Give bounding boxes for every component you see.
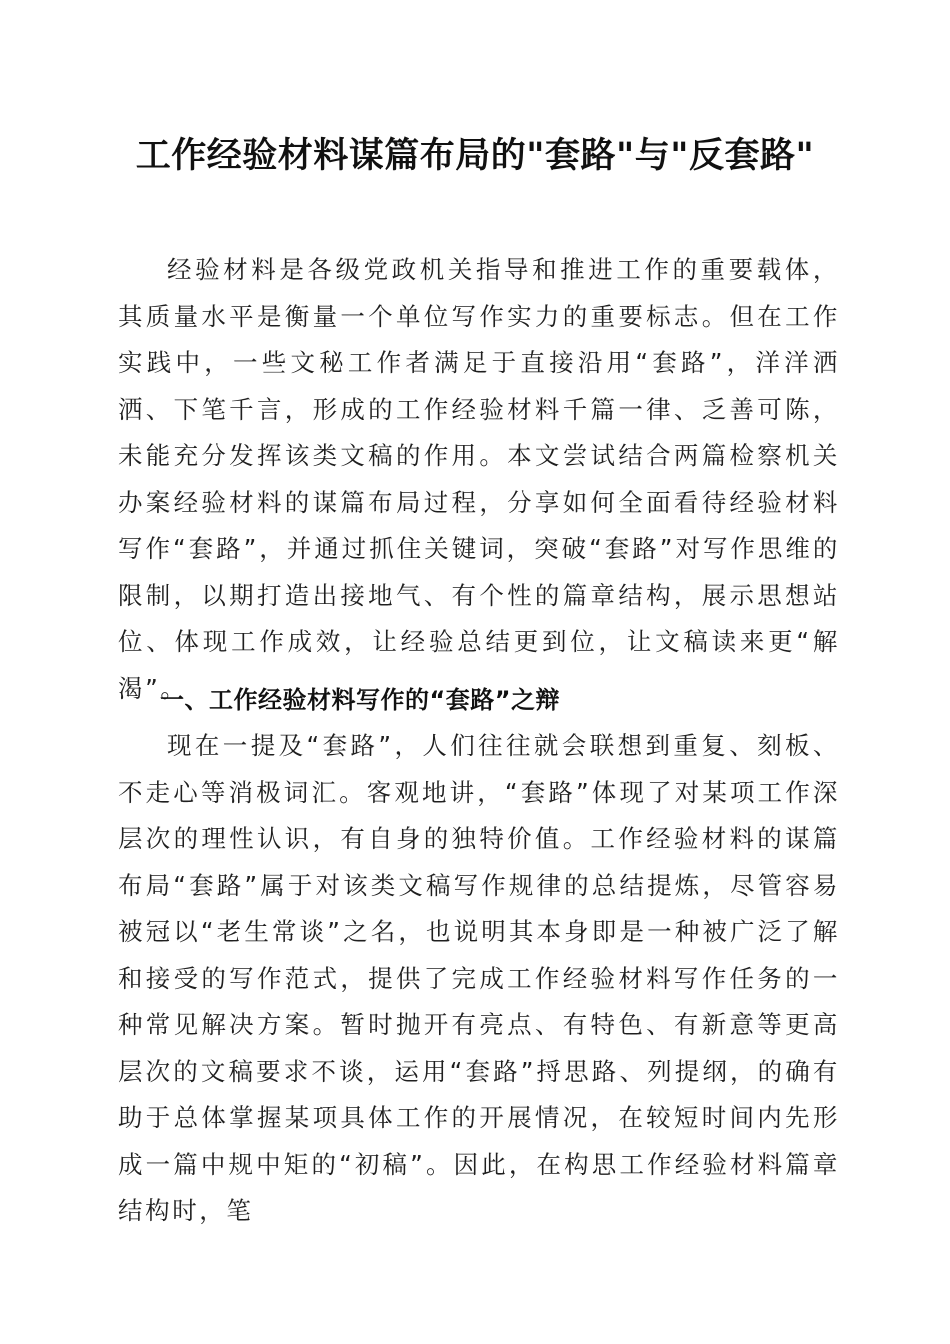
section-paragraph: 现在一提及“套路”，人们往往就会联想到重复、刻板、不走心等消极词汇。客观地讲，“套路”体现了对某项工作深层次的理性认识，有自身的独特价值。工作经验材料的谋篇布局“套路”属于对该类文稿写作规律的总结提炼，尽管容易被冠以“老生常谈”之名，也说明其本身即是一种被广泛了解和接受的写作范式，提供了完成工作经验材料写作任务的一种常见解决方案。暂时抛开有亮点、有特色、有新意等更高层次的文稿要求不谈，运用“套路”捋思路、列提纲，的确有助于总体掌握某项具体工作的开展情况，在较短时间内先形成一篇中规中矩的“初稿”。因此，在构思工作经验材料篇章结构时，笔 [118,731,840,1225]
section-heading: 一、工作经验材料写作的“套路”之辩 [160,686,561,714]
intro-paragraph: 经验材料是各级党政机关指导和推进工作的重要载体，其质量水平是衡量一个单位写作实力的重要标志。但在工作实践中，一些文秘工作者满足于直接沿用“套路”，洋洋洒洒、下笔千言，形成的工作经验材料千篇一律、乏善可陈，未能充分发挥该类文稿的作用。本文尝试结合两篇检察机关办案经验材料的谋篇布局过程，分享如何全面看待经验材料写作“套路”，并通过抓住关键词，突破“套路”对写作思维的限制，以期打造出接地气、有个性的篇章结构，展示思想站位、体现工作成效，让经验总结更到位，让文稿读来更“解渴”。 [118,255,840,703]
document-title: 工作经验材料谋篇布局的"套路"与"反套路" [135,135,815,176]
